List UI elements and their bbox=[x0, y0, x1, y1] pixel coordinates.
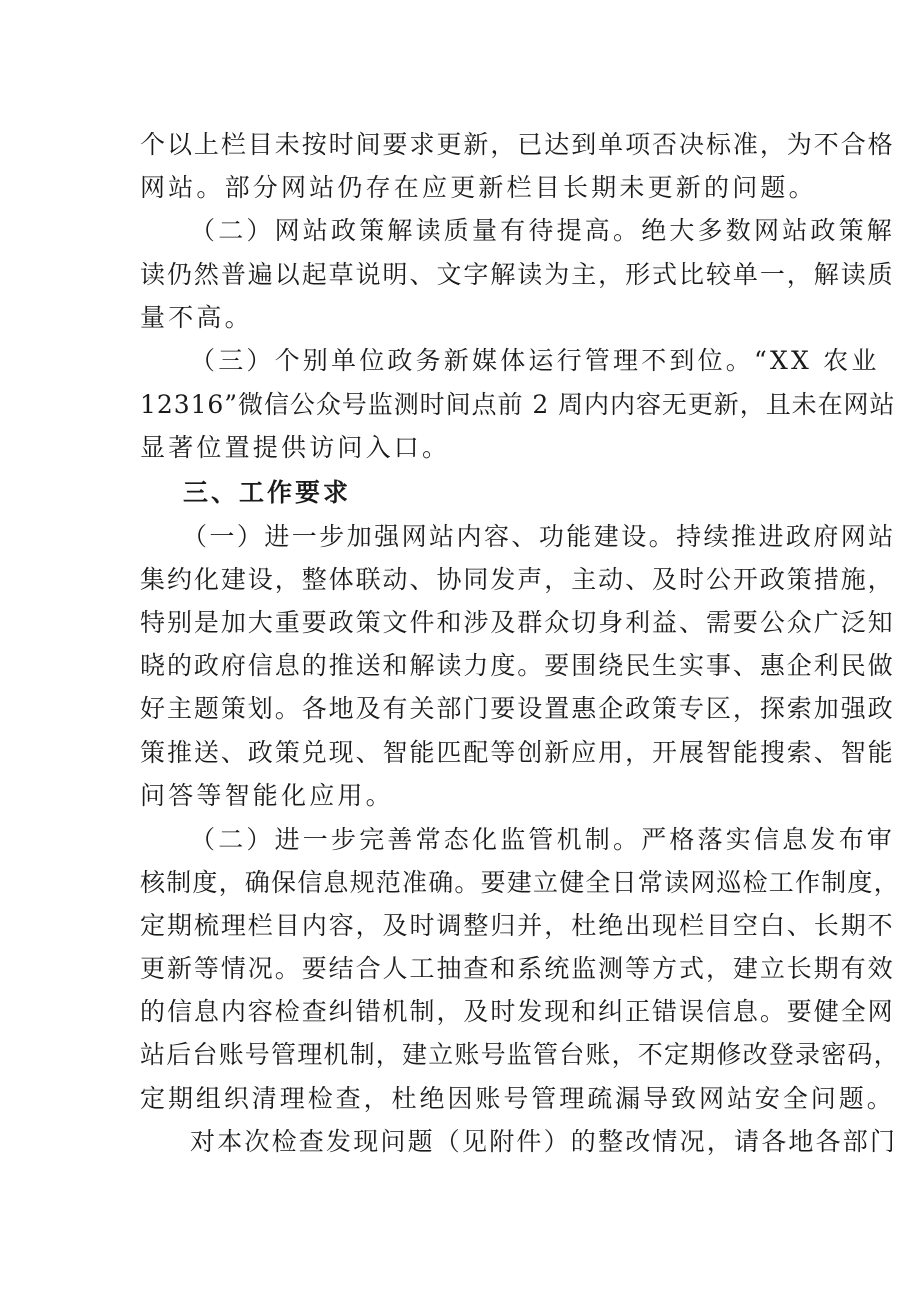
paragraph-5-line-3: 定期梳理栏目内容，及时调整归并，杜绝出现栏目空白、长期不 bbox=[140, 911, 895, 940]
paragraph-2-line-2: 读仍然普遍以起草说明、文字解读为主，形式比较单一，解读质 bbox=[140, 260, 895, 289]
section-heading: 三、工作要求 bbox=[183, 478, 352, 507]
paragraph-4-line-4: 晓的政府信息的推送和解读力度。要围绕民生实事、惠企利民做 bbox=[140, 651, 895, 680]
paragraph-3-line-2: 12316”微信公众号监测时间点前 2 周内内容无更新，且未在网站 bbox=[140, 390, 896, 419]
paragraph-1-line-1: 个以上栏目未按时间要求更新，已达到单项否决标准，为不合格 bbox=[140, 130, 895, 159]
paragraph-5-line-1: （二）进一步完善常态化监管机制。严格落实信息发布审 bbox=[190, 825, 896, 854]
paragraph-4-line-6: 策推送、政策兑现、智能匹配等创新应用，开展智能搜索、智能 bbox=[140, 738, 895, 767]
paragraph-4-line-1: （一）进一步加强网站内容、功能建设。持续推进政府网站 bbox=[182, 522, 896, 551]
paragraph-1-line-2: 网站。部分网站仍存在应更新栏目长期未更新的问题。 bbox=[140, 173, 817, 202]
paragraph-5-line-5: 的信息内容检查纠错机制，及时发现和纠正错误信息。要健全网 bbox=[140, 997, 895, 1026]
paragraph-2-line-1: （二）网站政策解读质量有待提高。绝大多数网站政策解 bbox=[190, 216, 896, 245]
paragraph-5-line-4: 更新等情况。要结合人工抽查和系统监测等方式，建立长期有效 bbox=[140, 954, 895, 983]
paragraph-4-line-2: 集约化建设，整体联动、协同发声，主动、及时公开政策措施， bbox=[140, 565, 895, 594]
paragraph-3-line-3: 显著位置提供访问入口。 bbox=[140, 433, 451, 462]
paragraph-4-line-5: 好主题策划。各地及有关部门要设置惠企政策专区，探索加强政 bbox=[140, 694, 895, 723]
paragraph-5-line-2: 核制度，确保信息规范准确。要建立健全日常读网巡检工作制度， bbox=[140, 868, 900, 897]
paragraph-2-line-3: 量不高。 bbox=[140, 303, 253, 332]
paragraph-4-line-7: 问答等智能化应用。 bbox=[140, 781, 394, 810]
paragraph-6-line-1: 对本次检查发现问题（见附件）的整改情况，请各地各部门 bbox=[190, 1127, 898, 1156]
paragraph-3-line-1: （三）个别单位政务新媒体运行管理不到位。“XX 农业 bbox=[190, 346, 880, 375]
paragraph-5-line-6: 站后台账号管理机制，建立账号监管台账，不定期修改登录密码， bbox=[140, 1040, 900, 1069]
paragraph-4-line-3: 特别是加大重要政策文件和涉及群众切身利益、需要公众广泛知 bbox=[140, 608, 895, 637]
paragraph-5-line-7: 定期组织清理检查，杜绝因账号管理疏漏导致网站安全问题。 bbox=[140, 1084, 895, 1113]
